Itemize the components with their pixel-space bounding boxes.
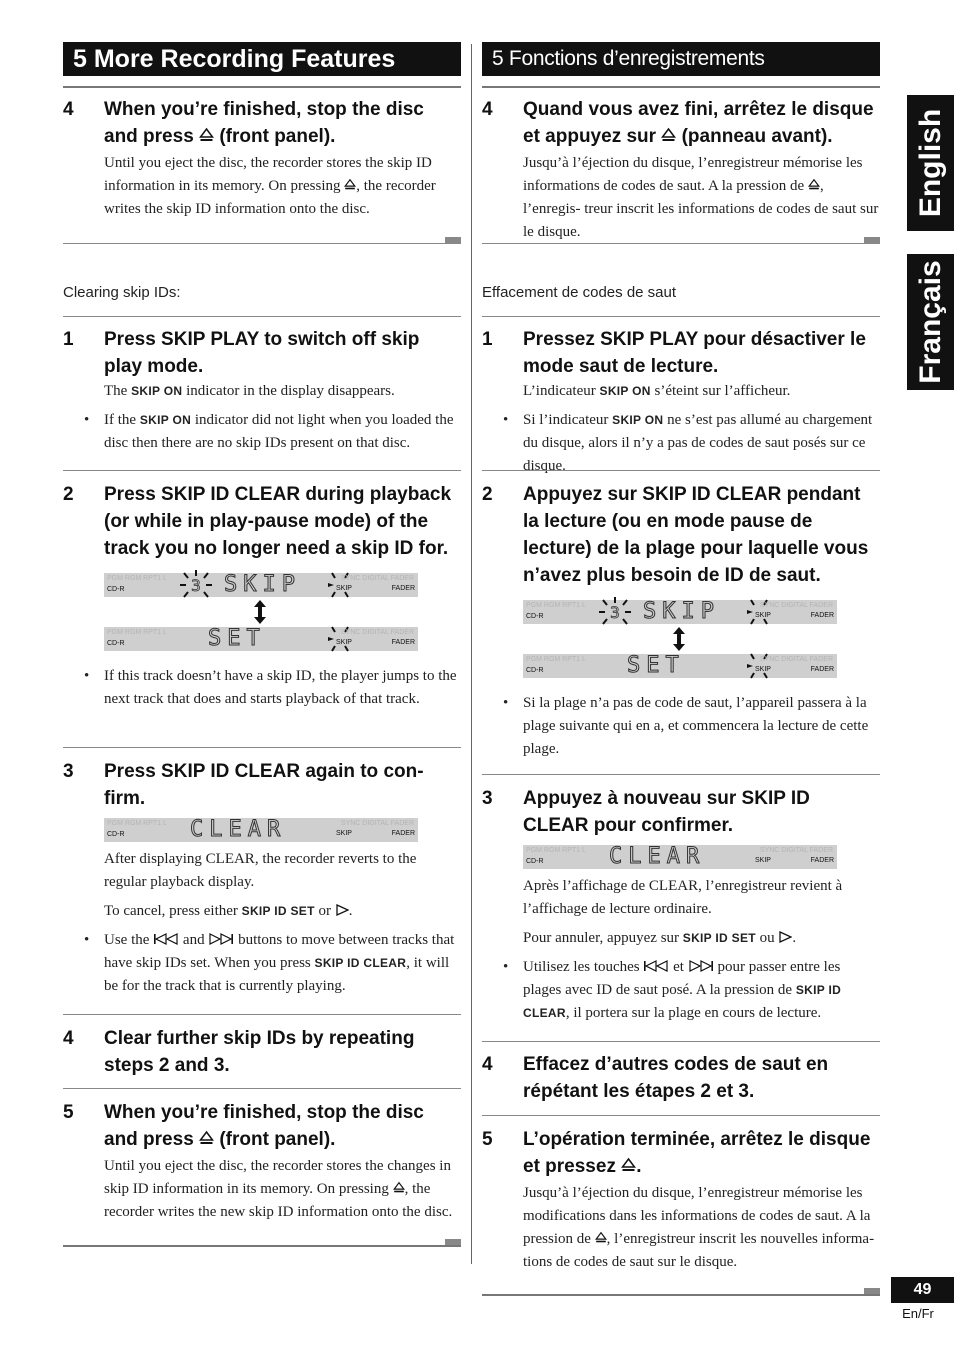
step-3 [482,785,880,1025]
skip-back-icon [643,960,669,972]
step-5 [63,1099,461,1224]
step-title: Appuyez sur SKIP ID CLEAR pendant la lecture (ou en mode pause de lecture) de la plage pour laquelle vous n’avez plus besoin de ID de saut. [523,484,869,586]
display-clear: PGM RGM RPT1 L CD-R CLEAR SKIP SYNC DIGITAL FADER FADER [104,818,418,842]
step-body: Until you eject the disc, the recorder stores the changes in skip ID information in its memory. On pressing , the recorder writes the new skip ID information onto the disc. [104,1158,453,1220]
step-title: When you’re finished, stop the disc and press (front panel). [104,99,424,147]
french-column [482,42,880,1270]
step-body: Jusqu’à l’éjection du disque, l’enregistreur mémorise les informations de codes de saut. A la pression de , l’enregis- treur inscrit les informations de codes de saut sur le disque. [523,155,879,240]
step-number: 4 [482,1054,493,1075]
step-title: Press SKIP ID CLEAR during playback (or while in play-pause mode) of the track you no longer need a skip ID for. [104,484,452,559]
divider [63,470,461,471]
divider [482,86,880,88]
eject-icon [621,1157,636,1173]
step-body: Until you eject the disc, the recorder stores the skip ID information in its memory. On pressing , the recorder writes the skip ID information onto the disc. [104,155,436,217]
step-title: Press SKIP ID CLEAR again to con- firm. [104,761,424,809]
cancel-note: Pour annuler, appuyez sur SKIP ID SET ou . [523,930,797,946]
eject-icon [595,1231,607,1244]
step-5 [482,1126,880,1274]
step-number: 3 [482,788,493,809]
eject-icon [199,1130,214,1146]
display-skip: PGM RGM RPT1 L CD-R 3 SKIP SKIP SYNC DIGITAL FADER FADER [104,573,418,597]
skip-forward-icon [688,960,714,972]
eject-icon [661,127,676,143]
divider [63,316,461,317]
step-title: Clear further skip IDs by repeating steps 2 and 3. [104,1028,415,1076]
step-number: 4 [482,99,493,120]
step-title: L’opération terminée, arrêtez le disque et pressez . [523,1129,871,1177]
step-title: Quand vous avez fini, arrêtez le disque et appuyez sur (panneau avant). [523,99,874,147]
cancel-note: To cancel, press either SKIP ID SET or . [104,903,353,919]
step-2 [482,481,880,761]
play-icon [335,904,349,916]
step-4 [63,1025,461,1079]
display-clear: PGM RGM RPT1 L CD-R CLEAR SKIP SYNC DIGITAL FADER FADER [523,845,837,869]
eject-icon [808,178,820,191]
divider [482,1115,880,1116]
divider [482,1294,880,1296]
tab-francais[interactable] [907,254,954,390]
step-1 [482,326,880,478]
skip-forward-icon [208,933,234,945]
divider [482,243,880,244]
page-language: En/Fr [902,1306,934,1321]
step-4 [482,1051,880,1105]
updown-arrow-icon [672,624,880,654]
play-icon [778,931,792,943]
step-body: After displaying CLEAR, the recorder reverts to the regular playback display. [104,851,417,890]
section-header: 5 Fonctions d’enregistrements complémentaires [482,42,880,76]
step-number: 4 [63,1028,74,1049]
section-header: 5 More Recording Features [63,42,461,76]
tab-english[interactable] [907,95,954,231]
step-title: Pressez SKIP PLAY pour désactiver le mode saut de lecture. [523,329,866,377]
step-1 [63,326,461,455]
step-number: 1 [63,329,74,350]
divider [63,1088,461,1089]
step-number: 1 [482,329,493,350]
display-skip: PGM RGM RPT1 L CD-R 3 SKIP SKIP SYNC DIGITAL FADER FADER [523,600,837,624]
bullet-note: • If this track doesn’t have a skip ID, the player jumps to the next track that does and starts playback of that track. [84,668,457,707]
divider [63,1245,461,1247]
step-body: The SKIP ON indicator in the display disappears. [104,383,395,399]
step-body: Après l’affichage de CLEAR, l’enregistreur revient à l’affichage de lecture ordinaire. [523,878,843,917]
caption-clearing: Effacement de codes de saut [482,284,677,301]
step-number: 4 [63,99,74,120]
step-finish-eject [482,96,880,244]
caption-clearing: Clearing skip IDs: [63,284,181,301]
eject-icon [344,178,356,191]
bullet-note: • If the SKIP ON indicator did not light when you loaded the disc then there are no skip IDs present on that disc. [84,412,454,451]
divider [63,243,461,244]
eject-icon [393,1181,405,1194]
eject-icon [199,127,214,143]
divider [482,470,880,471]
svg-text:3: 3 [610,603,620,622]
page-number: 49 [891,1277,954,1303]
bullet-note: • Use the and buttons to move between tracks that have skip IDs set. When you press SKIP ID CLEAR, it will be for the track that is currently playing. [84,932,455,994]
step-title: When you’re finished, stop the disc and press (front panel). [104,1102,424,1150]
step-number: 5 [482,1129,493,1150]
divider [482,1041,880,1042]
updown-arrow-icon [253,597,461,627]
step-3 [63,758,461,998]
tab-francais-label: Français [913,260,947,384]
step-title: Press SKIP PLAY to switch off skip play mode. [104,329,420,377]
step-body: L’indicateur SKIP ON s’éteint sur l’afficheur. [523,383,791,399]
step-title: Effacez d’autres codes de saut en répétant les étapes 2 et 3. [523,1054,829,1102]
step-title: Appuyez à nouveau sur SKIP ID CLEAR pour confirmer. [523,788,810,836]
divider [63,86,461,88]
blink-indicator-icon [178,569,214,601]
svg-text:3: 3 [191,576,201,595]
step-number: 2 [63,484,74,505]
divider [63,747,461,748]
bullet-note: • Utilisez les touches et pour passer entre les plages avec ID de saut posé. A la pression de SKIP ID CLEAR, il portera sur la plage en cours de lecture. [503,959,842,1021]
divider [482,774,880,775]
display-set: PGM RGM RPT1 L CD-R SET SKIP SYNC DIGITAL FADER FADER [523,654,837,678]
step-number: 3 [63,761,74,782]
english-column [63,42,461,1220]
step-body: Jusqu’à l’éjection du disque, l’enregistreur mémorise les modifications dans les informations de codes de saut. A la pression de , l’enregistreur inscrit les nouvelles informa- tions de codes de saut sur le disque. [523,1185,875,1270]
skip-back-icon [153,933,179,945]
display-set: PGM RGM RPT1 L CD-R SET SKIP SYNC DIGITAL FADER FADER [104,627,418,651]
bullet-note: • Si la plage n’a pas de code de saut, l’appareil passera à la plage suivante qui en a, et commencera la lecture de cette plage. [503,695,869,757]
step-number: 5 [63,1102,74,1123]
step-finish-eject [63,96,461,221]
column-divider [471,44,472,1264]
blink-indicator-icon [597,596,633,628]
divider [482,316,880,317]
bullet-note: • Si l’indicateur SKIP ON ne s’est pas allumé au chargement du disque, alors il n’y a pas de codes de saut posés sur ce disque. [503,412,873,474]
divider [63,1014,461,1015]
step-number: 2 [482,484,493,505]
tab-english-label: English [913,108,947,218]
step-2 [63,481,461,711]
